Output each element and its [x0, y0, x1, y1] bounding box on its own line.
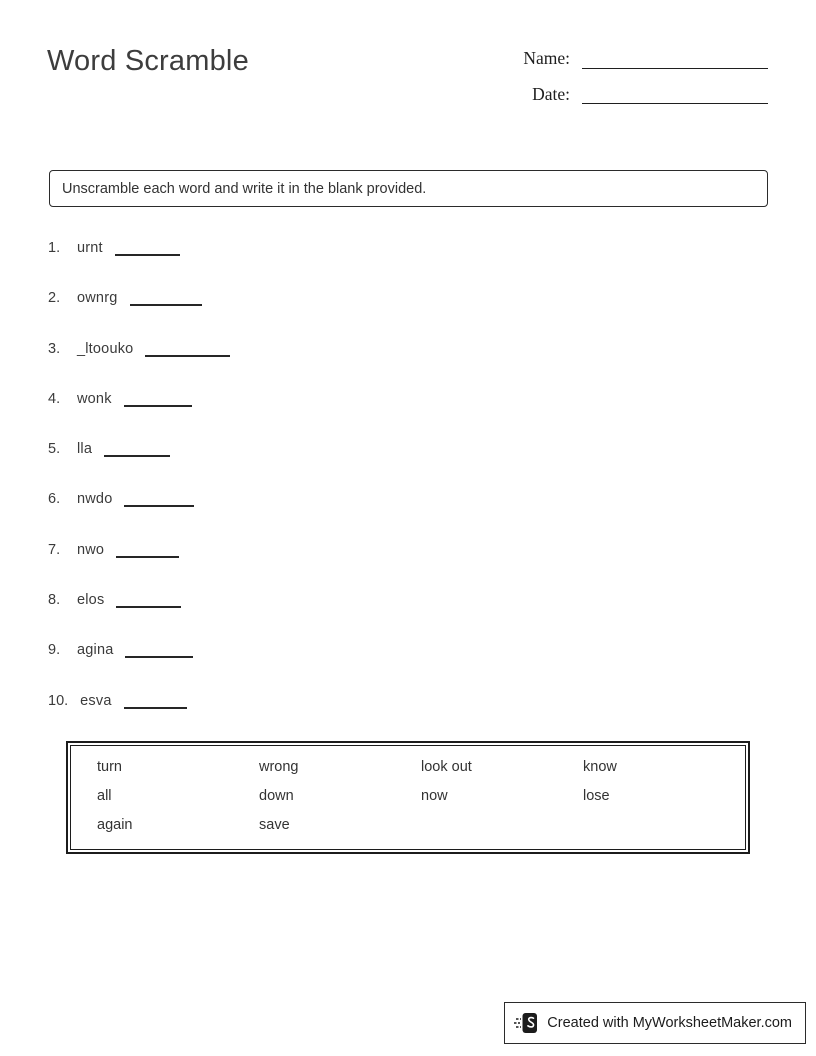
page-title: Word Scramble — [47, 45, 249, 77]
item-number: 1. — [48, 240, 61, 256]
scramble-item-10 — [48, 691, 816, 741]
word-bank-item: lose — [583, 787, 610, 804]
answer-blank — [124, 489, 194, 507]
answer-blank — [104, 439, 170, 457]
item-number: 10. — [48, 692, 69, 709]
word-bank-item: save — [259, 816, 290, 833]
footer-credit-box — [504, 1002, 806, 1044]
scrambled-word: agina — [77, 642, 114, 659]
scramble-item-8 — [48, 590, 816, 640]
scramble-item-5 — [48, 439, 816, 489]
word-bank-grid — [70, 745, 746, 850]
date-fill-line — [582, 90, 768, 104]
answer-blank — [116, 540, 179, 558]
scrambled-word: elos — [77, 592, 105, 609]
answer-blank — [125, 640, 193, 658]
footer-credit-text: Created with MyWorksheetMaker.com — [547, 1015, 792, 1031]
answer-blank — [145, 339, 230, 357]
item-number: 5. — [48, 441, 61, 458]
header — [0, 0, 816, 121]
item-number: 3. — [48, 340, 61, 357]
name-date-fields — [516, 46, 768, 121]
instructions-text: Unscramble each word and write it in the blank provided. — [62, 180, 427, 197]
scramble-item-4 — [48, 389, 816, 439]
scrambled-word: urnt — [77, 240, 103, 256]
instructions-box — [49, 170, 768, 207]
scrambled-word: _ltoouko — [77, 340, 134, 357]
word-bank-item: wrong — [259, 758, 299, 775]
item-number: 8. — [48, 592, 61, 609]
date-label: Date: — [532, 83, 570, 104]
worksheetmaker-logo-icon — [514, 1011, 539, 1035]
word-bank-item: turn — [97, 758, 122, 775]
item-number: 4. — [48, 390, 61, 407]
word-bank-item: now — [421, 787, 448, 804]
item-number: 7. — [48, 541, 61, 558]
word-bank-item: look out — [421, 758, 472, 775]
scrambled-word: lla — [77, 441, 93, 458]
answer-blank — [116, 590, 181, 608]
scramble-list — [0, 238, 816, 741]
answer-blank — [124, 389, 192, 407]
word-bank-item: down — [259, 787, 294, 804]
word-bank — [66, 741, 750, 854]
answer-blank — [115, 238, 180, 256]
scramble-item-2 — [48, 288, 816, 338]
scrambled-word: nwo — [77, 541, 105, 558]
item-number: 2. — [48, 290, 61, 307]
scramble-item-1 — [48, 238, 816, 288]
name-field-row — [516, 50, 768, 69]
scrambled-word: wonk — [77, 390, 112, 407]
word-bank-item: all — [97, 787, 112, 804]
name-fill-line — [582, 55, 768, 69]
word-bank-item: know — [583, 758, 617, 775]
scrambled-word: ownrg — [77, 290, 118, 307]
scramble-item-3 — [48, 339, 816, 389]
scrambled-word: nwdo — [77, 491, 113, 508]
scramble-item-9 — [48, 640, 816, 690]
date-field-row — [516, 83, 768, 105]
scramble-item-7 — [48, 540, 816, 590]
scramble-item-6 — [48, 489, 816, 539]
word-bank-item: again — [97, 816, 133, 833]
answer-blank — [124, 691, 187, 709]
name-label: Name: — [523, 48, 570, 68]
answer-blank — [130, 288, 202, 306]
item-number: 6. — [48, 491, 61, 508]
scrambled-word: esva — [80, 692, 112, 709]
item-number: 9. — [48, 642, 61, 659]
